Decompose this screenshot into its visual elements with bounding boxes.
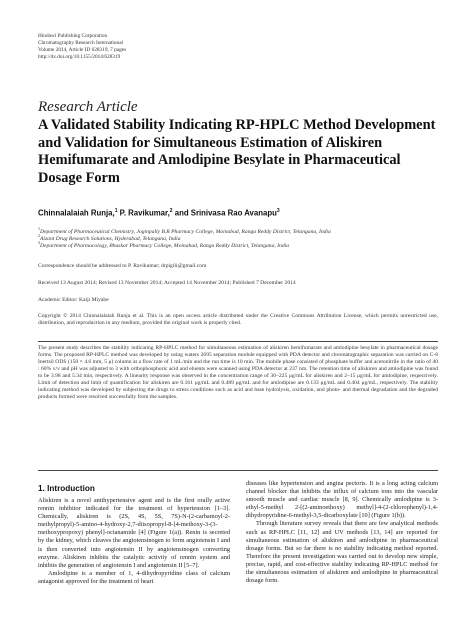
affiliation-3-text: Department of Pharmacology, Bhaskar Pharmacy College, Moinabad, Ranga Reddy District, Telangana, India	[40, 242, 289, 249]
affiliation-1-sup: 1	[38, 226, 40, 231]
right-column	[246, 480, 438, 585]
author-3[interactable]: and Srinivasa Rao Avanapu	[174, 208, 277, 218]
author-3-affil: 3	[276, 208, 280, 214]
abstract-text: The present study describes the stability indicating RP-HPLC method for simultaneous estimation of aliskiren hemifumarate and amlodipine besylate in pharmaceutical dosage forms. The proposed RP-HPLC method was developed by using waters 2695 separation module equipped with PDA detector and chromatographic separation was carried on C-8 Inertsil ODS (150 × 4.6 mm, 5 μ) column at a flow rate of 1 mL/min and the run time is 10 min. The mobile phase consisted of phosphate buffer and acetonitrile in the ratio of 40 : 60% v/v and pH was adjusted to 3 with orthophosphoric acid and eluents were scanned using PDA detector at 237 nm. The retention time of aliskiren and amlodipine was found to be 3.98 and 5.34 min, respectively. A linearity response was observed in the concentration range of 30–225 μg/mL for aliskiren and 2–15 μg/mL for amlodipine, respectively. Limit of detection and limit of quantification for aliskiren are 0.161 μg/mL and 0.489 μg/mL and for amlodipine are 0.133 μg/mL and 0.404 μg/mL, respectively. The stability indicating method was developed by subjecting the drugs to stress conditions such as acid and base hydrolysis, oxidation, and photo- and thermal degradation and the degraded products formed were resolved successfully from the samples.	[38, 345, 438, 401]
left-column	[38, 497, 230, 586]
affiliation-2-text: Aizant Drug Research Solutions, Hyderabad, Telangana, India	[40, 235, 181, 242]
author-2[interactable]: P. Ravikumar,	[119, 208, 170, 218]
intro-paragraph-2: Amlodipine is a member of 1, 4-dihydropyridine class of calcium antagonist approved for the treatment of heart	[38, 569, 230, 585]
article-title: A Validated Stability Indicating RP-HPLC Method Development and Validation for Simultaneous Estimation of Aliskiren Hemifumarate and Amlodipine Besylate in Pharmaceutical Dosage Form	[38, 117, 436, 186]
intro-paragraph-4: Through literature survey reveals that there are few analytical methods such as RP-HPLC [11, 12] and UV methods [13, 14] are reported for simultaneous estimation of aliskiren and amlodipine in pharmaceutical dosage forms. But so far there is no stability indicating method reported. Therefore the present investigation was carried out to develop new simple, precise, rapid, and cost-effective stability indicating RP-HPLC method for the simultaneous estimation of aliskiren and amlodipine in pharmaceutical dosage form.	[246, 520, 438, 585]
affiliation-1-text: Department of Pharmaceutical Chemistry, Joginpally B.R Pharmacy College, Moinabad, Ranga Reddy District, Telangana, India	[40, 228, 331, 235]
intro-paragraph-3: diseases like hypertension and angina pectoris. It is a long acting calcium channel blocker that inhibits the influx of calcium ions into the vascular smooth muscle and cardiac muscle [8, 9]. Chemically amlodipine is 3-ethyl-5-methyl 2-[(2-aminoethoxy) methyl]-4-(2-chlorophenyl)-1,4-dihydropyridine-6-methyl-3,5-dicarboxylate [10] (Figure 1(b)).	[246, 480, 438, 520]
intro-paragraph-1: Aliskiren is a novel antihypertensive agent and is the first orally active rennin inhibitor indicated for the treatment of hypertension [1–3]. Chemically, aliskiren is (2S, 4S, 5S, 7S)-N-(2-carbamoyl-2-methylpropyl)-5-amino-4-hydroxy-2,7-diisopropyl-8-[4-methoxy-3-(3-methoxypropoxy) phenyl]-octanamide [4] (Figure 1(a)). Renin is secreted by the kidney, which cleaves the angiotensinogen to form angiotensin I and is then converted into angiotensin II by angiotensinogen converting enzyme. Aliskiren inhibits the catalytic activity of rennin system and inhibits the generation of angiotensin I and angiotensin II [5–7].	[38, 497, 230, 569]
section-heading-introduction: 1. Introduction	[38, 484, 95, 493]
abstract-top-rule	[38, 341, 438, 342]
copyright-notice: Copyright © 2014 Chinnalalaiah Runja et al. This is an open access article distributed under the Creative Commons Attribution License, which permits unrestricted use, distribution, and reproduction in any medium, provided the original work is properly cited.	[38, 313, 438, 327]
affiliation-2-sup: 2	[38, 233, 40, 238]
editor-line: Academic Editor: Kaiji Miyabe	[38, 297, 109, 303]
correspondence-line: Correspondence should be addressed to P. Ravikumar; drpigili@gmail.com	[38, 263, 207, 269]
publisher-line: Hindawi Publishing Corporation	[38, 33, 108, 39]
author-2-affil: 2	[169, 208, 173, 214]
author-1[interactable]: Chinnalalaiah Runja,	[38, 208, 115, 218]
abstract-bottom-rule	[38, 470, 438, 471]
journal-name: Chromatography Research International	[38, 40, 124, 46]
affiliation-3	[38, 239, 448, 250]
volume-line: Volume 2014, Article ID 628319, 7 pages	[38, 47, 127, 53]
journal-header	[38, 33, 126, 61]
author-list	[38, 208, 280, 218]
dates-line: Received 13 August 2014; Revised 13 November 2014; Accepted 14 November 2014; Published 7 December 2014	[38, 280, 296, 286]
doi-link[interactable]: http://dx.doi.org/10.1155/2014/628319	[38, 54, 121, 60]
affiliation-3-sup: 3	[38, 240, 40, 245]
author-1-affil: 1	[114, 208, 118, 214]
article-type: Research Article	[38, 99, 138, 115]
